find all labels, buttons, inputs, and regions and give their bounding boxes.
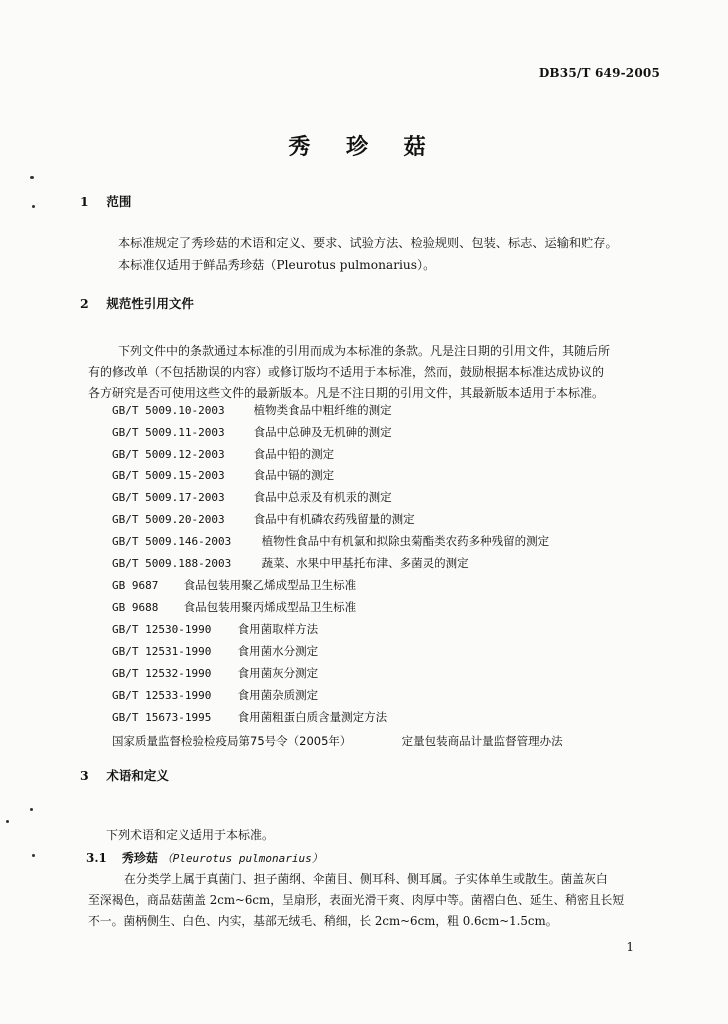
reference-title: 食用菌灰分测定 xyxy=(237,666,319,680)
reference-title: 食品中总汞及有机汞的测定 xyxy=(253,490,392,504)
reference-code: GB/T 5009.188-2003 xyxy=(112,557,232,570)
term-definition-line-3: 不一。菌柄侧生、白色、内实，基部无绒毛、稍细，长 2cm~6cm，粗 0.6cm~1.5cm。 xyxy=(88,914,558,928)
term-number: 3.1 xyxy=(86,851,107,865)
reference-code: 国家质量监督检验检疫局第75号令（2005年） xyxy=(112,734,352,748)
document-title: 秀 珍 菇 xyxy=(288,134,440,160)
reference-title: 食品包装用聚丙烯成型品卫生标准 xyxy=(183,600,357,614)
reference-code: GB 9688 xyxy=(112,601,159,614)
term-name: 秀珍菇 xyxy=(121,851,158,865)
reference-code: GB/T 12532-1990 xyxy=(112,667,212,680)
reference-item xyxy=(112,511,415,527)
reference-code: GB/T 5009.10-2003 xyxy=(112,404,225,417)
reference-code: GB/T 5009.11-2003 xyxy=(112,426,225,439)
reference-item xyxy=(112,577,356,593)
reference-item xyxy=(112,643,318,659)
section-3-heading xyxy=(80,766,169,784)
reference-code: GB/T 5009.12-2003 xyxy=(112,448,225,461)
reference-item xyxy=(112,709,387,725)
reference-item xyxy=(112,533,549,549)
reference-title: 蔬菜、水果中甲基托布津、多菌灵的测定 xyxy=(261,556,469,570)
scan-speck xyxy=(6,820,9,823)
reference-title: 食品中铅的测定 xyxy=(253,447,335,461)
reference-item xyxy=(112,687,318,703)
reference-title: 食用菌取样方法 xyxy=(237,622,319,636)
reference-item xyxy=(112,467,334,483)
section-number: 3 xyxy=(80,768,89,783)
reference-title: 食用菌杂质测定 xyxy=(237,688,319,702)
section-number: 1 xyxy=(80,194,89,209)
page-number: 1 xyxy=(626,940,634,954)
reference-title: 食品中有机磷农药残留量的测定 xyxy=(253,512,415,526)
reference-title: 植物性食品中有机氯和拟除虫菊酯类农药多种残留的测定 xyxy=(261,534,550,548)
normative-intro-line-1: 下列文件中的条款通过本标准的引用而成为本标准的条款。凡是注日期的引用文件，其随后所 xyxy=(118,344,611,358)
scan-speck xyxy=(30,808,33,811)
reference-title: 食品包装用聚乙烯成型品卫生标准 xyxy=(183,578,357,592)
term-definition-line-2: 至深褐色，商品菇菌盖 2cm~6cm，呈扇形，表面光滑干爽、肉厚中等。菌褶白色、延生、稍密且长短 xyxy=(88,893,625,907)
section-1-heading xyxy=(80,192,131,210)
section-title: 规范性引用文件 xyxy=(106,296,194,311)
reference-item xyxy=(112,402,392,418)
section-title: 范围 xyxy=(106,194,132,209)
reference-item xyxy=(112,424,392,440)
reference-item xyxy=(112,489,392,505)
term-latin-name: （Pleurotus pulmonarius） xyxy=(161,852,323,865)
reference-code: GB/T 12531-1990 xyxy=(112,645,212,658)
reference-title: 食品中总砷及无机砷的测定 xyxy=(253,425,392,439)
reference-title: 定量包装商品计量监督管理办法 xyxy=(401,734,563,748)
terms-intro: 下列术语和定义适用于本标准。 xyxy=(106,828,275,842)
normative-intro-line-2: 有的修改单（不包括勘误的内容）或修订版均不适用于本标准，然而，鼓励根据本标准达成协议的 xyxy=(88,365,605,379)
reference-code: GB/T 12533-1990 xyxy=(112,689,212,702)
reference-code: GB/T 5009.15-2003 xyxy=(112,469,225,482)
reference-code: GB/T 5009.146-2003 xyxy=(112,535,232,548)
reference-code: GB 9687 xyxy=(112,579,159,592)
term-definition-line-1: 在分类学上属于真菌门、担子菌纲、伞菌目、侧耳科、侧耳属。子实体单生或散生。菌盖灰白 xyxy=(124,872,608,886)
reference-code: GB/T 5009.17-2003 xyxy=(112,491,225,504)
reference-item xyxy=(112,446,334,462)
reference-item xyxy=(112,665,318,681)
reference-code: GB/T 5009.20-2003 xyxy=(112,513,225,526)
reference-title: 食品中镉的测定 xyxy=(253,468,335,482)
reference-code: GB/T 15673-1995 xyxy=(112,711,212,724)
reference-code: GB/T 12530-1990 xyxy=(112,623,212,636)
reference-item xyxy=(112,733,563,749)
scope-line-1: 本标准规定了秀珍菇的术语和定义、要求、试验方法、检验规则、包装、标志、运输和贮存。 xyxy=(118,236,618,250)
section-title: 术语和定义 xyxy=(106,768,169,783)
reference-item xyxy=(112,555,469,571)
scan-speck xyxy=(32,854,35,857)
section-2-heading xyxy=(80,294,194,312)
normative-intro-line-3: 各方研究是否可使用这些文件的最新版本。凡是不注日期的引用文件，其最新版本适用于本标准。 xyxy=(88,386,605,400)
term-3-1-heading xyxy=(86,849,323,866)
section-number: 2 xyxy=(80,296,89,311)
scan-speck xyxy=(30,176,34,179)
reference-title: 植物类食品中粗纤维的测定 xyxy=(253,403,392,417)
reference-title: 食用菌粗蛋白质含量测定方法 xyxy=(237,710,388,724)
scan-speck xyxy=(32,205,35,208)
document-code: DB35/T 649-2005 xyxy=(538,66,660,80)
scope-line-2: 本标准仅适用于鲜品秀珍菇（Pleurotus pulmonarius）。 xyxy=(118,258,436,272)
reference-item xyxy=(112,621,318,637)
reference-title: 食用菌水分测定 xyxy=(237,644,319,658)
reference-item xyxy=(112,599,356,615)
